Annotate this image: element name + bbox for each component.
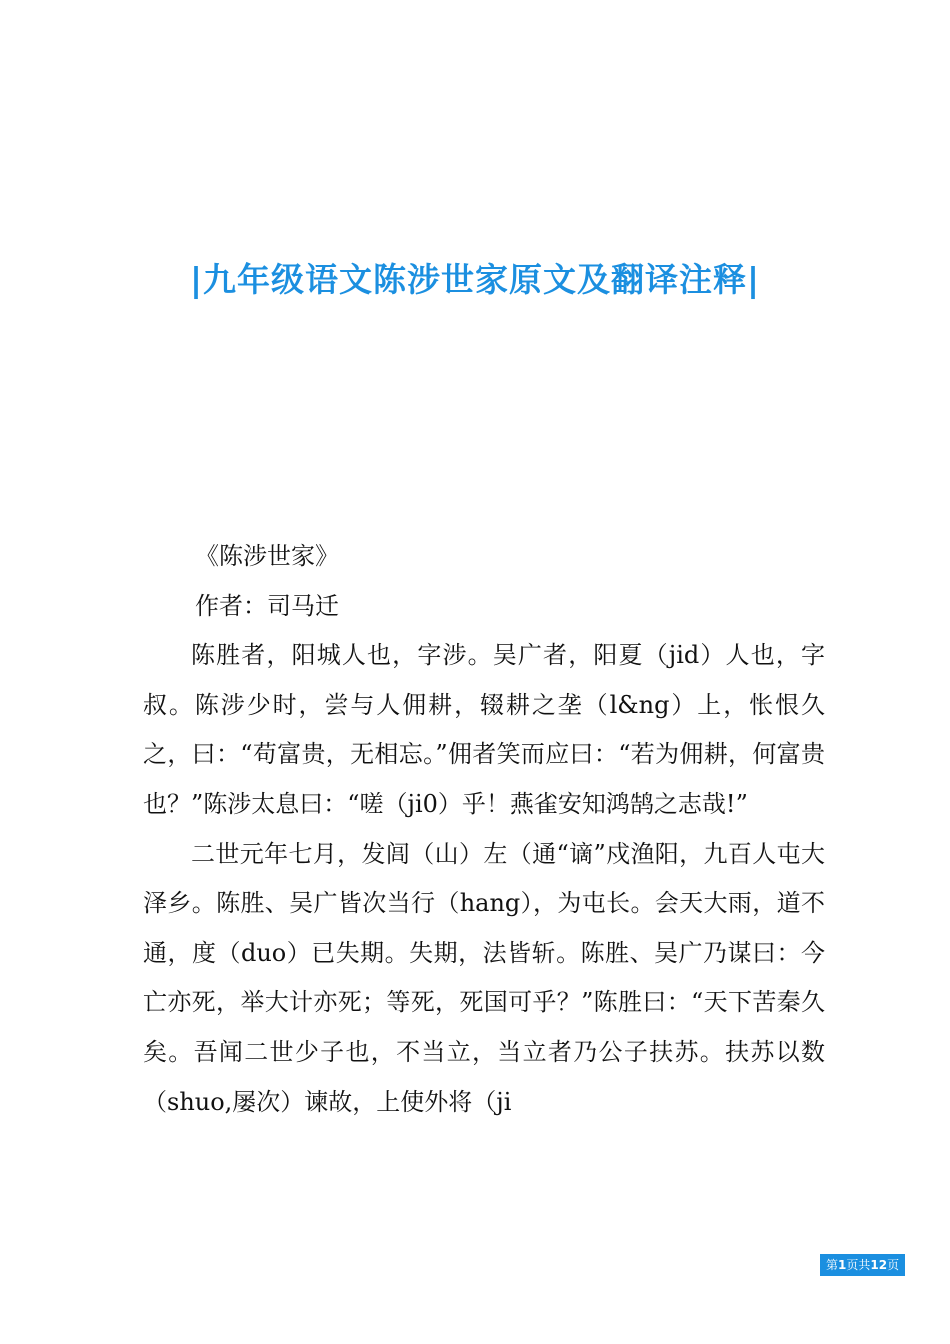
page-suffix: 页 [887, 1258, 900, 1272]
total-page-number: 12 [870, 1258, 888, 1272]
page-middle: 页共 [846, 1258, 871, 1272]
document-title: |九年级语文陈涉世家原文及翻译注释| [189, 260, 761, 299]
current-page-number: 1 [838, 1258, 847, 1272]
author-line: 作者：司马迁 [195, 591, 339, 620]
page-number-badge [820, 1254, 905, 1276]
page-prefix: 第 [826, 1258, 839, 1272]
work-title: 《陈涉世家》 [195, 542, 339, 570]
paragraph-1: 陈胜者，阳城人也，字涉。吴广者，阳夏（jid）人也，字叔。陈涉少时，尝与人佣耕，辍耕之垄（l&ng）上，怅恨久之，曰：“苟富贵，无相忘。”佣者笑而应曰：“若为佣耕，何富贵也？”陈涉太息曰：“嗟（ji0）乎！燕雀安知鸿鹄之志哉!” [143, 641, 825, 818]
paragraph-2: 二世元年七月，发闾（山）左（通“谪”戍渔阳，九百人屯大泽乡。陈胜、吴广皆次当行（hang），为屯长。会天大雨，道不通，度（duo）已失期。失期，法皆斩。陈胜、吴广乃谋曰：今亡亦死，举大计亦死；等死，死国可乎？”陈胜曰：“天下苦秦久矣。吾闻二世少子也，不当立，当立者乃公子扶苏。扶苏以数（shuo,屡次）谏故，上使外将（ji [143, 839, 825, 1116]
document-body [143, 532, 825, 1127]
